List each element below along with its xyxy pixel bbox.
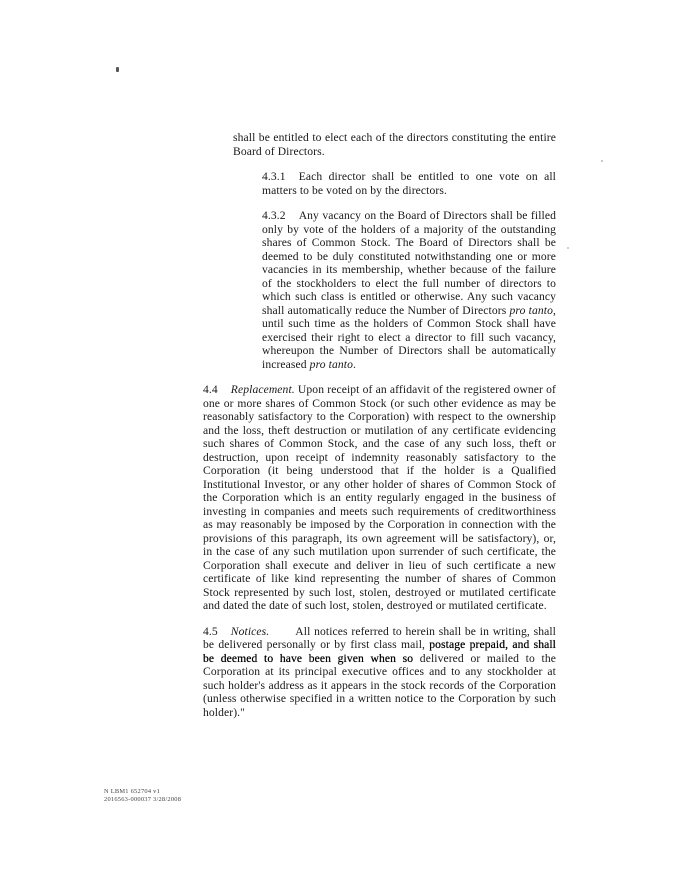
text-run: All notices referred to herein shall be in writing, shall be delivered personally or by first class mail,	[203, 624, 556, 651]
text-run: pro tanto	[509, 303, 553, 317]
text-run: , until such time as the holders of Common Stock shall have exercised their right to elect a director to fill such vacancy, whereupon the Number of Directors shall be automatically increased	[262, 303, 556, 371]
scan-dot	[601, 160, 603, 162]
text-run: Any vacancy on the Board of Directors shall be filled only by vote of the holders of a majority of the outstanding shares of Common Stock. The Board of Directors shall be deemed to be duly constituted notwithstanding one or more vacancies in its membership, whether because of the failure of the stockholders to elect the full number of directors to which such class is entitled or otherwise. Any such vacancy shall automatically reduce the Number of Directors	[262, 209, 556, 317]
text-run: 4.3.1	[262, 170, 286, 183]
paragraph-4-3-2	[262, 209, 556, 371]
text-run: .	[352, 357, 356, 371]
text-run: Upon receipt of an affidavit of the registered owner of one or more shares of Common Stock (or such other evidence as may be reasonably satisfactory to the Corporation) with respect to the ownership and the loss, theft destruction or mutilation of any certificate evidencing such shares of Common Stock, and the case of any such loss, theft or destruction, upon receipt of indemnity reasonably satisfactory to the Corporation (it being understood that if the holder is a Qualified Institutional Investor, or any other holder of shares of Common Stock of the Corporation which is an entity regularly engaged in the business of investing in companies and meets such requirements of creditworthiness as may reasonably be imposed by the Corporation in connection with the provisions of this paragraph, its own agreement will be satisfactory), or, in the case of any such mutilation upon surrender of such certificate, the Corporation shall execute and deliver in lieu of such certificate a new certificate of like kind representing the number of shares of Common Stock represented by such lost, stolen, destroyed or mutilated certificate and dated the date of such lost, stolen, destroyed or mutilated certificate.	[203, 383, 556, 612]
paragraph-4-5-notices	[203, 625, 556, 720]
paragraph-4-3-1	[262, 170, 556, 197]
text-run: 4.5	[203, 624, 218, 638]
document-footer	[104, 788, 181, 804]
footer-matter-line: 2016563-000037 3/28/2008	[104, 796, 182, 803]
text-run: 4.4	[203, 383, 218, 396]
text-run: shall be entitled to elect each of the directors constituting the entire Board of Directors.	[233, 131, 556, 158]
document-text-block	[203, 131, 556, 719]
paragraph-4-4-replacement	[203, 383, 556, 613]
text-run: Replacement.	[230, 383, 295, 396]
scan-dot	[567, 247, 569, 249]
text-run: postage prepaid, and shall be deemed to have been given when so	[203, 638, 556, 665]
text-run: Notices.	[230, 624, 270, 638]
paragraph-4-3-continuation	[233, 131, 556, 158]
text-run: delivered or mailed to the Corporation at its principal executive offices and to any stockholder at such holder's address as it appears in the stock records of the Corporation (unless otherwise specified in a written notice to the Corporation by such holder)."	[203, 651, 556, 719]
text-run: 4.3.2	[262, 209, 286, 222]
text-run: pro tanto	[309, 357, 353, 371]
footer-doc-id: N LBM1 652704 v1	[104, 788, 161, 795]
text-run: Each director shall be entitled to one vote on all matters to be voted on by the directors.	[262, 170, 556, 197]
scan-speck	[116, 67, 119, 72]
